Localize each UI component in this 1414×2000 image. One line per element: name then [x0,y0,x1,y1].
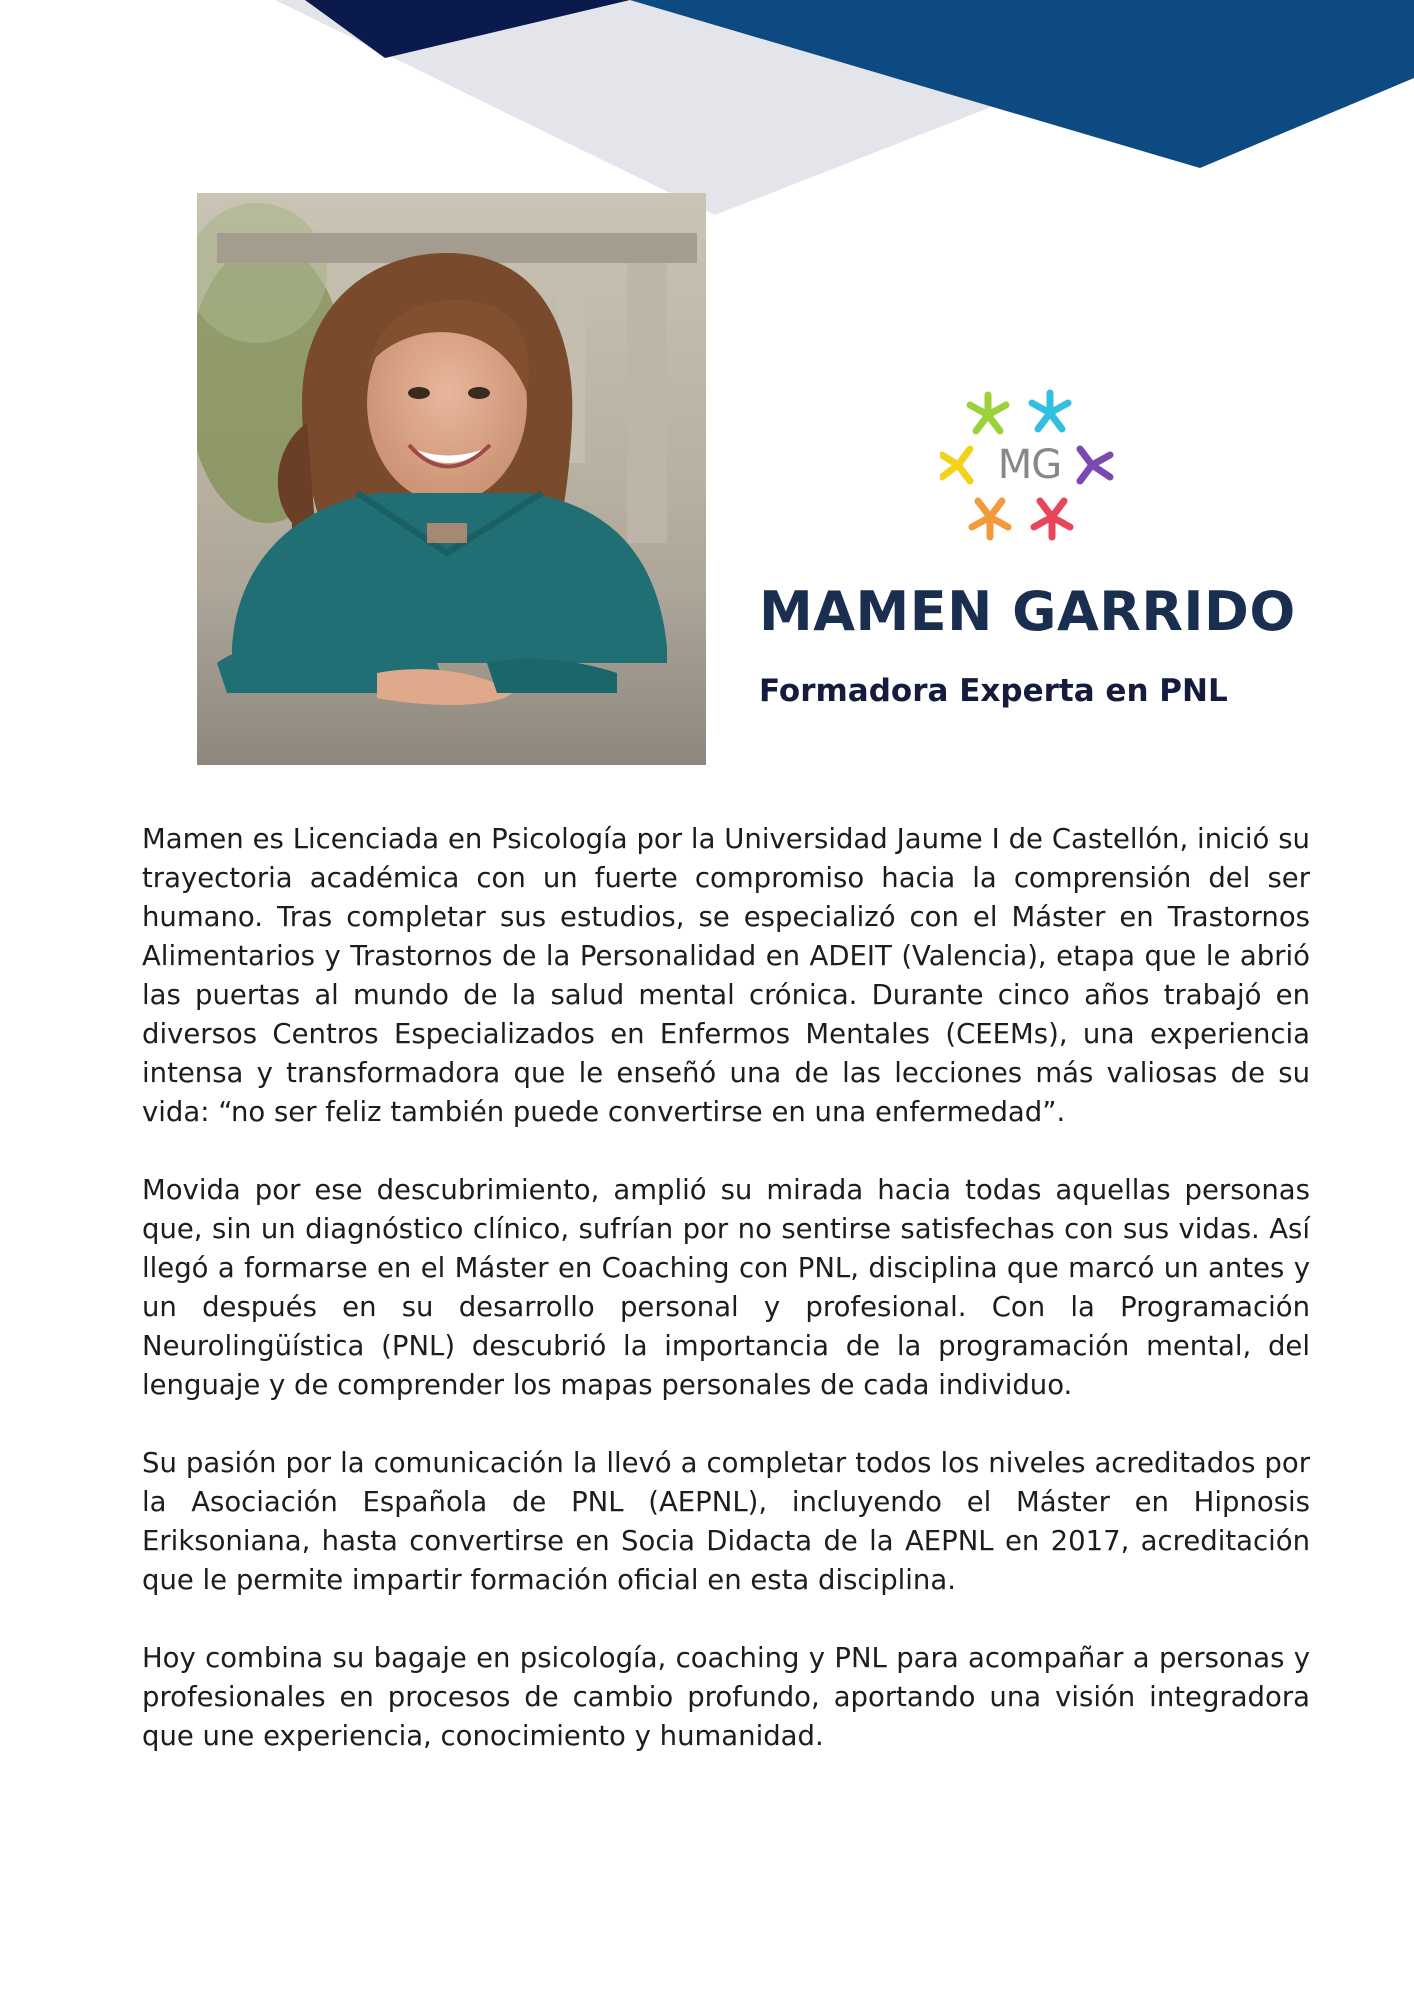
logo-initials: MG [997,442,1062,488]
bio-paragraph: Hoy combina su bagaje en psicología, coaching y PNL para acompañar a personas y profesionales en procesos de cambio profundo, aportando una visión integradora que une experiencia, conocimiento y humanidad. [142,1642,1310,1752]
portrait-photo-icon [197,193,706,765]
bio-section [142,820,1310,1795]
profile-photo [197,193,706,765]
bio-paragraph: Su pasión por la comunicación la llevó a completar todos los niveles acreditados por la Asociación Española de PNL (AEPNL), incluyendo el Máster en Hipnosis Eriksoniana, hasta convertirse en Socia Didacta de la AEPNL en 2017, acreditación que le permite impartir formación oficial en esta disciplina. [142,1447,1310,1596]
person-name: MAMEN GARRIDO [759,580,1296,643]
person-role: Formadora Experta en PNL [759,673,1228,709]
bio-paragraph: Movida por ese descubrimiento, amplió su mirada hacia todas aquellas personas que, sin un diagnóstico clínico, sufrían por no sentirse satisfechas con sus vidas. Así llegó a formarse en el Máster en Coaching con PNL, disciplina que marcó un antes y un después en su desarrollo personal y profesional. Con la Programación Neurolingüística (PNL) descubrió la importancia de la programación mental, del lenguaje y de comprender los mapas personales de cada individuo. [142,1174,1310,1401]
mg-logo [940,385,1115,545]
bio-paragraph: Mamen es Licenciada en Psicología por la Universidad Jaume I de Castellón, inició su trayectoria académica con un fuerte compromiso hacia la comprensión del ser humano. Tras completar sus estudios, se especializó con el Máster en Trastornos Alimentarios y Trastornos de la Personalidad en ADEIT (Valencia), etapa que le abrió las puertas al mundo de la salud mental crónica. Durante cinco años trabajó en diversos Centros Especializados en Enfermos Mentales (CEEMs), una experiencia intensa y transformadora que le enseñó una de las lecciones más valiosas de su vida: “no ser feliz también puede convertirse en una enfermedad”. [142,823,1310,1128]
